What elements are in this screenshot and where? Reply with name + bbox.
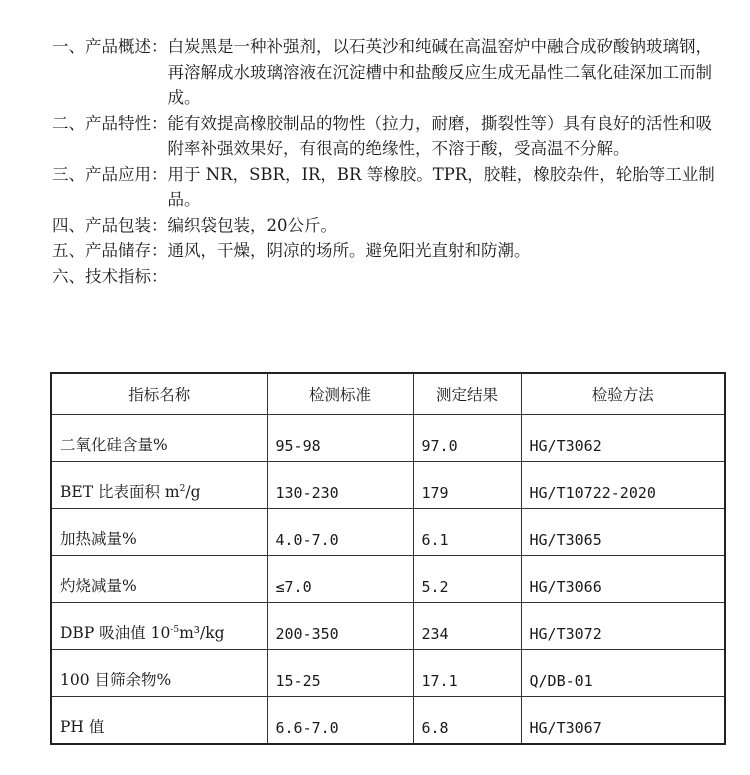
cell-name-text: BET 比表面积 m bbox=[60, 483, 180, 501]
cell-name: PH 值 bbox=[51, 697, 267, 745]
cell-result: 17.1 bbox=[413, 650, 521, 697]
cell-method: HG/T10722-2020 bbox=[521, 462, 725, 509]
header-result: 测定结果 bbox=[413, 373, 521, 415]
section-storage bbox=[52, 238, 732, 264]
cell-standard: 200-350 bbox=[267, 603, 413, 650]
cell-name: 加热减量% bbox=[51, 509, 267, 556]
cell-standard: 6.6-7.0 bbox=[267, 697, 413, 745]
cell-name: 二氧化硅含量% bbox=[51, 415, 267, 462]
table-row bbox=[51, 697, 725, 745]
cell-name-text: DBP 吸油值 10 bbox=[60, 624, 171, 642]
section-application bbox=[52, 162, 732, 213]
table-row bbox=[51, 556, 725, 603]
header-indicator: 指标名称 bbox=[51, 373, 267, 415]
section-label: 六、技术指标： bbox=[52, 266, 168, 286]
section-text: 通风，干燥，阴凉的场所。避免阳光直射和防潮。 bbox=[167, 241, 531, 260]
cell-result: 97.0 bbox=[413, 415, 521, 462]
cell-method: HG/T3072 bbox=[521, 603, 725, 650]
cell-method: Q/DB-01 bbox=[521, 650, 725, 697]
cell-standard: 95-98 bbox=[267, 415, 413, 462]
cell-result: 6.8 bbox=[413, 697, 521, 745]
cell-standard: 4.0-7.0 bbox=[267, 509, 413, 556]
cell-name-tail: /g bbox=[185, 483, 201, 501]
section-text: 编织袋包装，20公斤。 bbox=[167, 215, 337, 235]
table-row bbox=[51, 650, 725, 697]
cell-result: 234 bbox=[413, 603, 521, 650]
section-label: 五、产品储存： bbox=[52, 241, 168, 260]
header-method: 检验方法 bbox=[521, 373, 725, 415]
section-properties bbox=[52, 111, 732, 162]
section-specs bbox=[52, 264, 732, 290]
section-label: 一、产品概述： bbox=[52, 37, 168, 56]
table-row bbox=[51, 462, 725, 509]
cell-standard: 130-230 bbox=[267, 462, 413, 509]
section-label: 二、产品特性： bbox=[52, 113, 168, 133]
cell-result: 179 bbox=[413, 462, 521, 509]
cell-result: 6.1 bbox=[413, 509, 521, 556]
tech-spec-table bbox=[50, 372, 726, 745]
section-label: 四、产品包装： bbox=[52, 215, 168, 235]
section-text: 白炭黑是一种补强剂，以石英沙和纯碱在高温窑炉中融合成矽酸钠玻璃钢，再溶解成水玻璃溶液在沉淀槽中和盐酸反应生成无晶性二氧化硅深加工而制成。 bbox=[167, 37, 712, 107]
table-row bbox=[51, 509, 725, 556]
cell-name: 100 目筛余物% bbox=[51, 650, 267, 697]
table-row bbox=[51, 415, 725, 462]
header-standard: 检测标准 bbox=[267, 373, 413, 415]
cell-name-sup: 2 bbox=[179, 483, 186, 494]
cell-name-tail: m³/kg bbox=[179, 624, 225, 642]
product-sections bbox=[52, 34, 732, 289]
section-overview bbox=[52, 34, 732, 111]
cell-method: HG/T3065 bbox=[521, 509, 725, 556]
cell-method: HG/T3062 bbox=[521, 415, 725, 462]
section-label: 三、产品应用： bbox=[52, 164, 168, 184]
section-text: 能有效提高橡胶制品的物性（拉力，耐磨，撕裂性等）具有良好的活性和吸附率补强效果好，有很高的绝缘性，不溶于酸，受高温不分解。 bbox=[167, 113, 712, 158]
cell-standard: ≤7.0 bbox=[267, 556, 413, 603]
table-row bbox=[51, 603, 725, 650]
cell-method: HG/T3067 bbox=[521, 697, 725, 745]
section-text: 用于 NR，SBR，IR，BR 等橡胶。TPR，胶鞋，橡胶杂件，轮胎等工业制品。 bbox=[167, 164, 715, 209]
table-header-row bbox=[51, 373, 725, 415]
cell-method: HG/T3066 bbox=[521, 556, 725, 603]
cell-standard: 15-25 bbox=[267, 650, 413, 697]
cell-name bbox=[51, 462, 267, 509]
section-packaging bbox=[52, 213, 732, 239]
cell-name-sup: -5 bbox=[170, 624, 180, 635]
cell-result: 5.2 bbox=[413, 556, 521, 603]
cell-name: 灼烧减量% bbox=[51, 556, 267, 603]
cell-name bbox=[51, 603, 267, 650]
